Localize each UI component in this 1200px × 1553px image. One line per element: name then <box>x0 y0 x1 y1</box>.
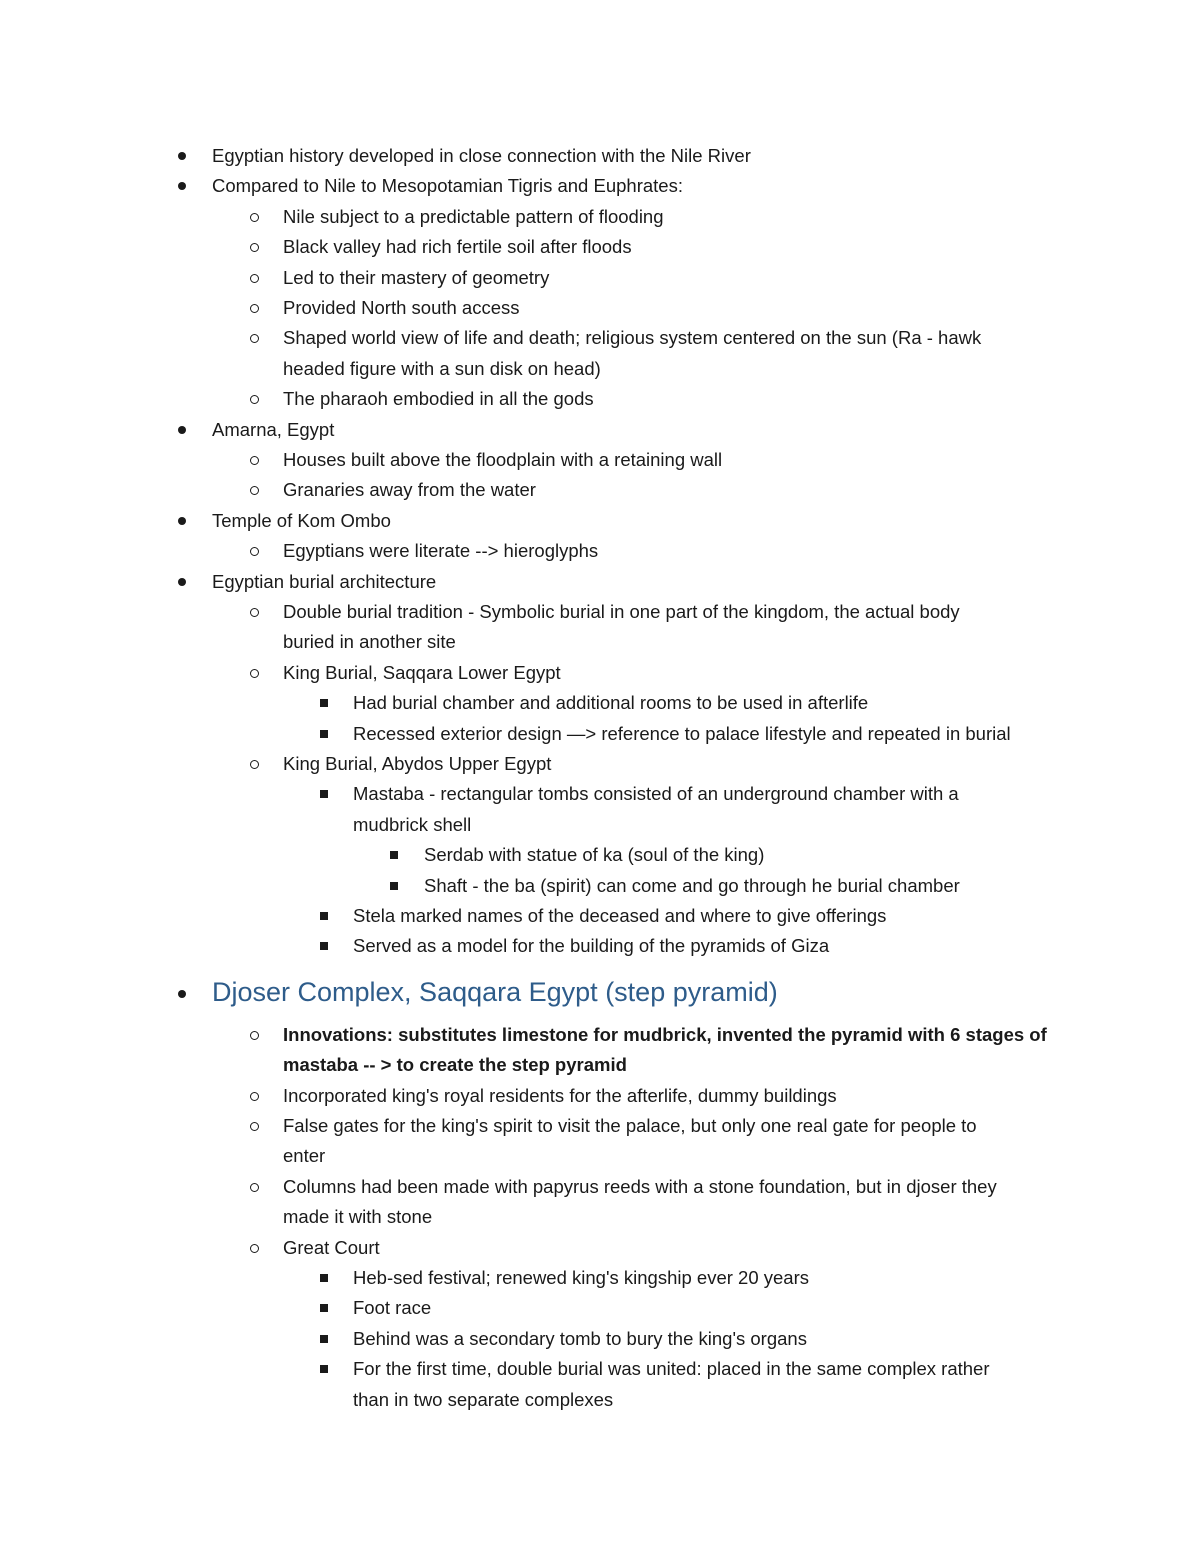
note-item-level-2: Shaped world view of life and death; religious system centered on the sun (Ra - hawk <box>283 327 982 349</box>
bullet-circle-icon <box>250 304 259 313</box>
bullet-circle-icon <box>250 1031 259 1040</box>
bullet-circle-icon <box>250 547 259 556</box>
note-item-level-4: Shaft - the ba (spirit) can come and go through he burial chamber <box>424 874 960 896</box>
note-item-level-2: Black valley had rich fertile soil after floods <box>283 236 632 258</box>
bullet-circle-icon <box>250 760 259 769</box>
note-item-level-3: Heb-sed festival; renewed king's kingship ever 20 years <box>353 1267 809 1288</box>
note-item-continuation: than in two separate complexes <box>353 1388 614 1410</box>
note-item-continuation: made it with stone <box>283 1206 433 1228</box>
bullet-circle-icon <box>250 1122 259 1131</box>
bullet-square-icon <box>320 1335 328 1343</box>
note-item-continuation: mastaba -- > to create the step pyramid <box>283 1054 627 1076</box>
note-item-level-2: Egyptians were literate --> hieroglyphs <box>283 540 599 562</box>
bullet-square-icon <box>320 790 328 798</box>
note-item-continuation: mudbrick shell <box>353 813 472 835</box>
note-item-level-3: Served as a model for the building of the pyramids of Giza <box>353 935 830 957</box>
note-item-level-3: Mastaba - rectangular tombs consisted of an underground chamber with a <box>353 783 959 805</box>
note-item-level-2: Great Court <box>283 1236 380 1258</box>
section-heading: Djoser Complex, Saqqara Egypt (step pyramid) <box>212 976 778 1007</box>
note-item-level-2: King Burial, Abydos Upper Egypt <box>283 753 552 774</box>
bullet-circle-icon <box>250 213 259 222</box>
bullet-square-icon <box>320 942 328 950</box>
note-item-level-3: For the first time, double burial was united: placed in the same complex rather <box>353 1358 990 1380</box>
note-item-level-3: Recessed exterior design —> reference to palace lifestyle and repeated in burial <box>353 722 1011 744</box>
bullet-circle-icon <box>250 1092 259 1101</box>
bullet-circle-icon <box>250 456 259 465</box>
note-item-level-2: Incorporated king's royal residents for the afterlife, dummy buildings <box>283 1084 837 1106</box>
note-item-level-1: Temple of Kom Ombo <box>212 509 391 531</box>
bullet-circle-icon <box>250 395 259 404</box>
bullet-disc-icon <box>178 426 186 434</box>
bullet-square-icon <box>390 851 398 859</box>
bullet-disc-icon <box>178 152 186 160</box>
bullet-square-icon <box>390 882 398 890</box>
note-item-level-1: Egyptian burial architecture <box>212 570 437 592</box>
note-item-level-3: Foot race <box>353 1297 432 1319</box>
bullet-circle-icon <box>250 243 259 252</box>
note-item-continuation: headed figure with a sun disk on head) <box>283 357 601 379</box>
bullet-disc-icon <box>178 578 186 586</box>
note-item-level-4: Serdab with statue of ka (soul of the king) <box>424 844 765 866</box>
bullet-square-icon <box>320 699 328 707</box>
bullet-square-icon <box>320 1274 328 1282</box>
note-item-level-3: Behind was a secondary tomb to bury the king's organs <box>353 1327 807 1349</box>
bullet-disc-icon <box>178 182 186 190</box>
note-item-level-2: False gates for the king's spirit to visit the palace, but only one real gate for people to <box>283 1115 977 1136</box>
note-item-level-2: Nile subject to a predictable pattern of flooding <box>283 205 664 227</box>
bullet-square-icon <box>320 1365 328 1373</box>
note-item-level-2: Houses built above the floodplain with a retaining wall <box>283 449 723 470</box>
note-item-level-1: Compared to Nile to Mesopotamian Tigris and Euphrates: <box>212 175 683 197</box>
note-item-level-2: Double burial tradition - Symbolic burial in one part of the kingdom, the actual body <box>283 601 960 622</box>
bullet-circle-icon <box>250 334 259 343</box>
note-item-continuation: enter <box>283 1145 326 1167</box>
bullet-circle-icon <box>250 486 259 495</box>
bullet-square-icon <box>320 730 328 738</box>
note-item-level-3: Stela marked names of the deceased and where to give offerings <box>353 905 887 926</box>
bullet-square-icon <box>320 1304 328 1312</box>
note-item-level-3: Had burial chamber and additional rooms to be used in afterlife <box>353 692 869 714</box>
note-item-level-1: Amarna, Egypt <box>212 418 335 440</box>
note-item-level-2: King Burial, Saqqara Lower Egypt <box>283 661 561 683</box>
note-item-level-2: Led to their mastery of geometry <box>283 266 550 288</box>
bullet-circle-icon <box>250 608 259 617</box>
note-item-level-2: Provided North south access <box>283 297 520 318</box>
note-item-level-2: The pharaoh embodied in all the gods <box>283 388 594 410</box>
bullet-circle-icon <box>250 1244 259 1253</box>
bullet-circle-icon <box>250 669 259 678</box>
bullet-circle-icon <box>250 274 259 283</box>
note-item-level-2: Columns had been made with papyrus reeds with a stone foundation, but in djoser they <box>283 1175 997 1197</box>
note-item-continuation: buried in another site <box>283 631 456 653</box>
note-item-level-1: Egyptian history developed in close connection with the Nile River <box>212 145 751 166</box>
bullet-circle-icon <box>250 1183 259 1192</box>
bullet-square-icon <box>320 912 328 920</box>
note-item-level-2: Granaries away from the water <box>283 479 536 501</box>
bullet-disc-icon <box>178 517 186 525</box>
note-item-level-2: Innovations: substitutes limestone for mudbrick, invented the pyramid with 6 stages of <box>283 1023 1047 1045</box>
bullet-disc-icon <box>178 990 186 998</box>
